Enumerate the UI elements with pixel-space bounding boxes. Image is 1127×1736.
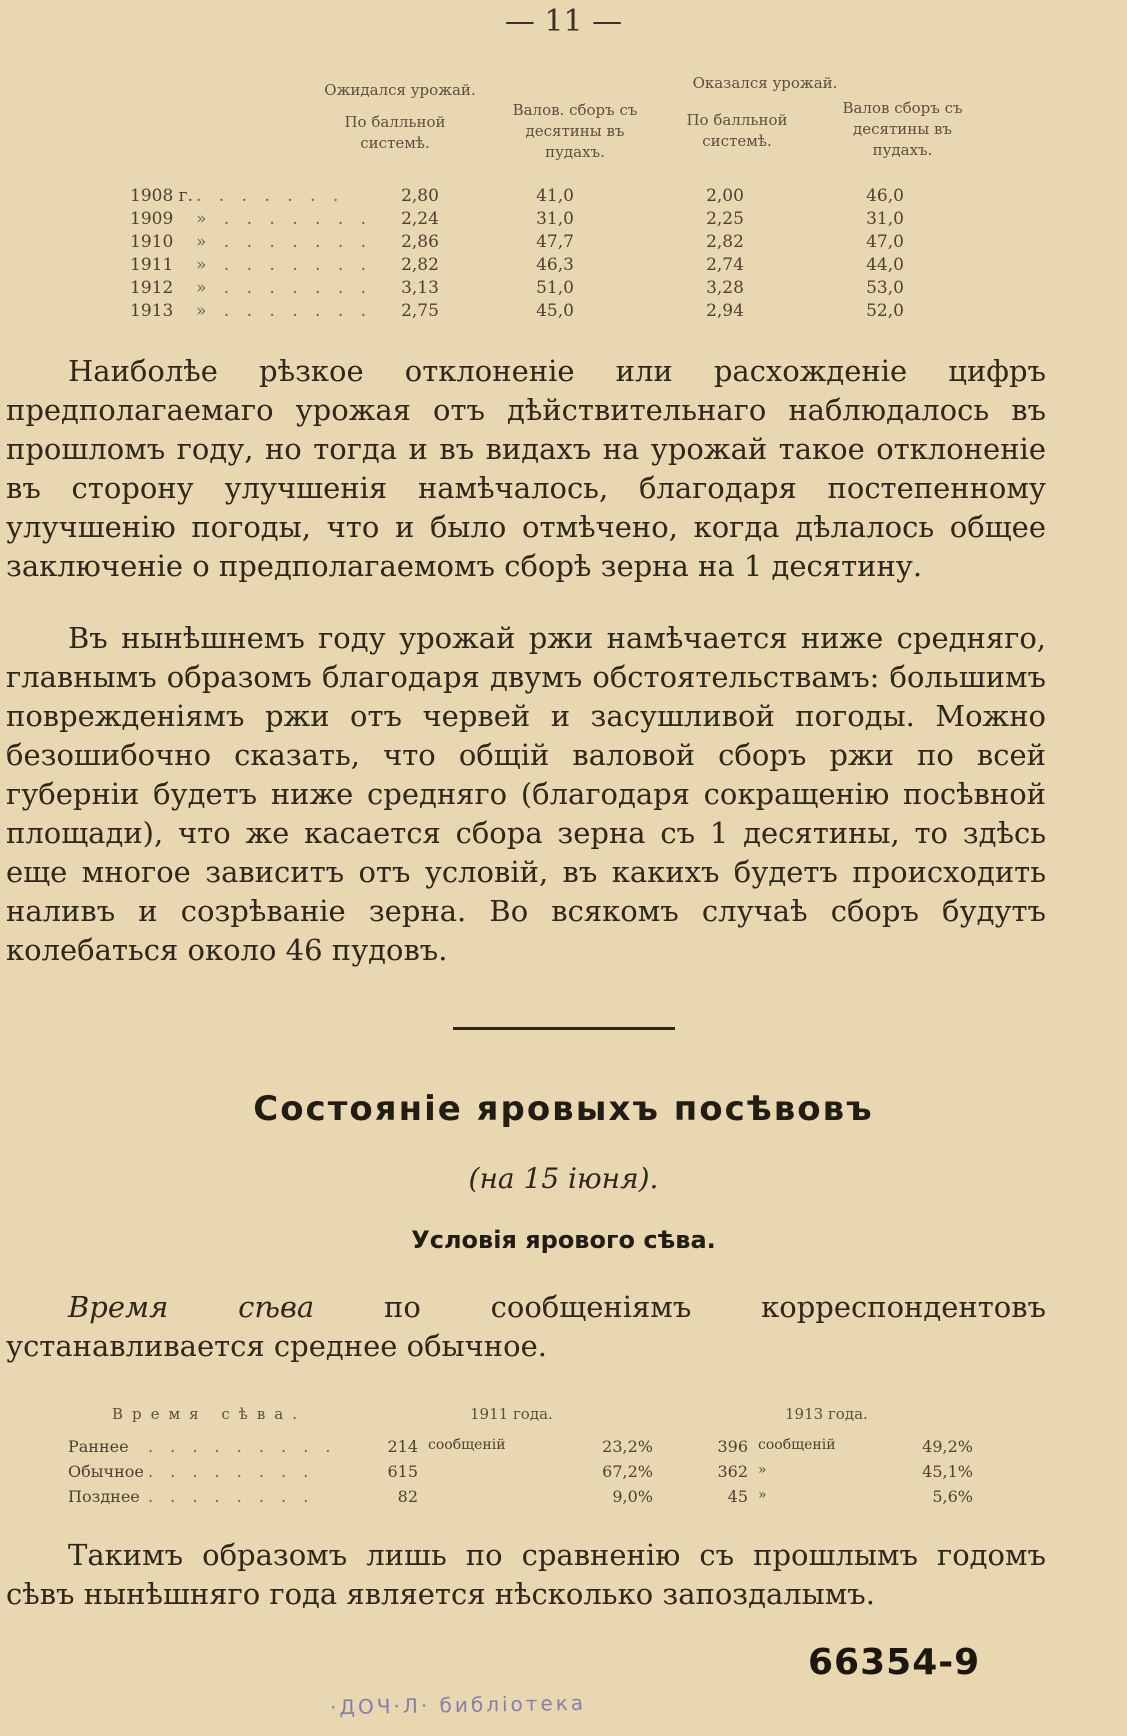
- actual-gross-cell: 53,0: [866, 278, 904, 298]
- actual-ball-cell: 2,94: [706, 301, 744, 321]
- expected-ball-cell: 2,80: [401, 186, 439, 206]
- section-divider: [453, 1027, 675, 1030]
- word-1913: »: [758, 1487, 767, 1503]
- sowing-label: Раннее: [68, 1437, 129, 1456]
- table-row: [130, 209, 970, 232]
- year-cell: 1908 г.: [130, 186, 193, 206]
- word-1913: »: [758, 1462, 767, 1478]
- percent-1913: 45,1%: [922, 1462, 973, 1481]
- actual-ball-cell: 2,00: [706, 186, 744, 206]
- table-row: [68, 1487, 988, 1511]
- year-cell: 1909: [130, 209, 174, 229]
- count-1913: 45: [727, 1487, 748, 1506]
- sowing-header-label: Время сѣва.: [112, 1405, 307, 1423]
- percent-1911: 9,0%: [612, 1487, 653, 1506]
- actual-ball-cell: 2,74: [706, 255, 744, 275]
- expected-gross-cell: 47,7: [536, 232, 574, 252]
- paragraph-3-lead: Время сѣва: [68, 1290, 315, 1324]
- table-header-gross: Валов. сборъ съ десятины въ пудахъ.: [512, 101, 638, 161]
- leader-dots: » . . . . . . .: [196, 255, 373, 275]
- expected-gross-cell: 46,3: [536, 255, 574, 275]
- section-subtitle: Условія ярового сѣва.: [411, 1226, 716, 1254]
- table-header-actual: Оказался урожай.: [692, 74, 838, 92]
- table-row: [130, 186, 970, 209]
- paragraph-3-rest: по сообщеніямъ корреспондентовъ устанавливается среднее обычное.: [6, 1290, 1047, 1363]
- leader-dots: . . . . . . .: [196, 186, 345, 206]
- word-1913: сообщеній: [758, 1437, 836, 1453]
- table-header-ball: По балльной системѣ.: [344, 113, 446, 152]
- actual-gross-cell: 46,0: [866, 186, 904, 206]
- expected-gross-cell: 31,0: [536, 209, 574, 229]
- table-header-ball-2: По балльной системѣ.: [686, 111, 788, 150]
- expected-gross-cell: 41,0: [536, 186, 574, 206]
- expected-ball-cell: 2,75: [401, 301, 439, 321]
- paragraph-3: [6, 1288, 1046, 1366]
- leader-dots: » . . . . . . .: [196, 278, 373, 298]
- library-stamp: ·ДОЧ·Л· библiотека: [329, 1690, 587, 1720]
- count-1911: 214: [387, 1437, 418, 1456]
- expected-ball-cell: 2,24: [401, 209, 439, 229]
- count-1911: 82: [397, 1487, 418, 1506]
- percent-1911: 23,2%: [602, 1437, 653, 1456]
- expected-gross-cell: 51,0: [536, 278, 574, 298]
- page-number: — 11 —: [504, 4, 623, 39]
- leader-dots: » . . . . . . .: [196, 209, 373, 229]
- actual-gross-cell: 31,0: [866, 209, 904, 229]
- actual-gross-cell: 47,0: [866, 232, 904, 252]
- count-1911: 615: [387, 1462, 418, 1481]
- count-1913: 396: [717, 1437, 748, 1456]
- paragraph-4: Такимъ образомъ лишь по сравненію съ прошлымъ годомъ сѣвъ нынѣшняго года является нѣсколько запоздалымъ.: [6, 1538, 1046, 1611]
- actual-gross-cell: 52,0: [866, 301, 904, 321]
- percent-1913: 5,6%: [932, 1487, 973, 1506]
- expected-ball-cell: 2,82: [401, 255, 439, 275]
- table-row: [130, 255, 970, 278]
- count-1913: 362: [717, 1462, 748, 1481]
- leader-dots: . . . . . . . . .: [148, 1437, 337, 1456]
- actual-gross-cell: 44,0: [866, 255, 904, 275]
- handwritten-number: 66354-9: [808, 1642, 981, 1683]
- table-row: [68, 1462, 988, 1486]
- paragraph-2: Въ нынѣшнемъ году урожай ржи намѣчается ниже средняго, главнымъ образомъ благодаря двумъ обстоятельствамъ: большимъ поврежденіямъ ржи отъ червей и засушливой погоды. Можно безошибочно сказать, что общій валовой сборъ ржи по всей губерніи будетъ ниже средняго (благодаря сокращенію посѣвной площади), что же касается сбора зерна съ 1 десятины, то здѣсь еще многое зависитъ отъ условій, въ какихъ будетъ происходить наливъ и созрѣваніе зерна. Во всякомъ случаѣ сборъ будутъ колебаться около 46 пудовъ.: [6, 621, 1046, 967]
- actual-ball-cell: 2,82: [706, 232, 744, 252]
- actual-ball-cell: 3,28: [706, 278, 744, 298]
- table-row: [130, 232, 970, 255]
- leader-dots: » . . . . . . .: [196, 232, 373, 252]
- expected-gross-cell: 45,0: [536, 301, 574, 321]
- sowing-header-1913: 1913 года.: [785, 1405, 868, 1423]
- year-cell: 1912: [130, 278, 174, 298]
- actual-ball-cell: 2,25: [706, 209, 744, 229]
- table-header-expected: Ожидался урожай.: [324, 81, 476, 99]
- table-row: [130, 301, 970, 324]
- paragraph-1: Наиболѣе рѣзкое отклоненіе или расхожденіе цифръ предполагаемаго урожая отъ дѣйствительнаго наблюдалось въ прошломъ году, но тогда и въ видахъ на урожай такое отклоненіе въ сторону улучшенія намѣчалось, благодаря постепенному улучшенію погоды, что и было отмѣчено, когда дѣлалось общее заключеніе о предполагаемомъ сборѣ зерна на 1 десятину.: [6, 354, 1046, 583]
- section-title: Состояніе яровыхъ посѣвовъ: [253, 1089, 874, 1129]
- section-date: (на 15 іюня).: [468, 1162, 659, 1195]
- table-header-gross-2: Валов сборъ съ десятины въ пудахъ.: [842, 99, 963, 159]
- year-cell: 1913: [130, 301, 174, 321]
- percent-1913: 49,2%: [922, 1437, 973, 1456]
- table-row: [130, 278, 970, 301]
- expected-ball-cell: 2,86: [401, 232, 439, 252]
- leader-dots: . . . . . . . .: [148, 1462, 315, 1481]
- leader-dots: . . . . . . . .: [148, 1487, 315, 1506]
- year-cell: 1910: [130, 232, 174, 252]
- word-1911: сообщеній: [428, 1437, 506, 1453]
- leader-dots: » . . . . . . .: [196, 301, 373, 321]
- sowing-label: Обычное: [68, 1462, 144, 1481]
- year-cell: 1911: [130, 255, 174, 275]
- sowing-header-1911: 1911 года.: [470, 1405, 553, 1423]
- expected-ball-cell: 3,13: [401, 278, 439, 298]
- sowing-label: Позднее: [68, 1487, 140, 1506]
- percent-1911: 67,2%: [602, 1462, 653, 1481]
- table-row: [68, 1437, 988, 1461]
